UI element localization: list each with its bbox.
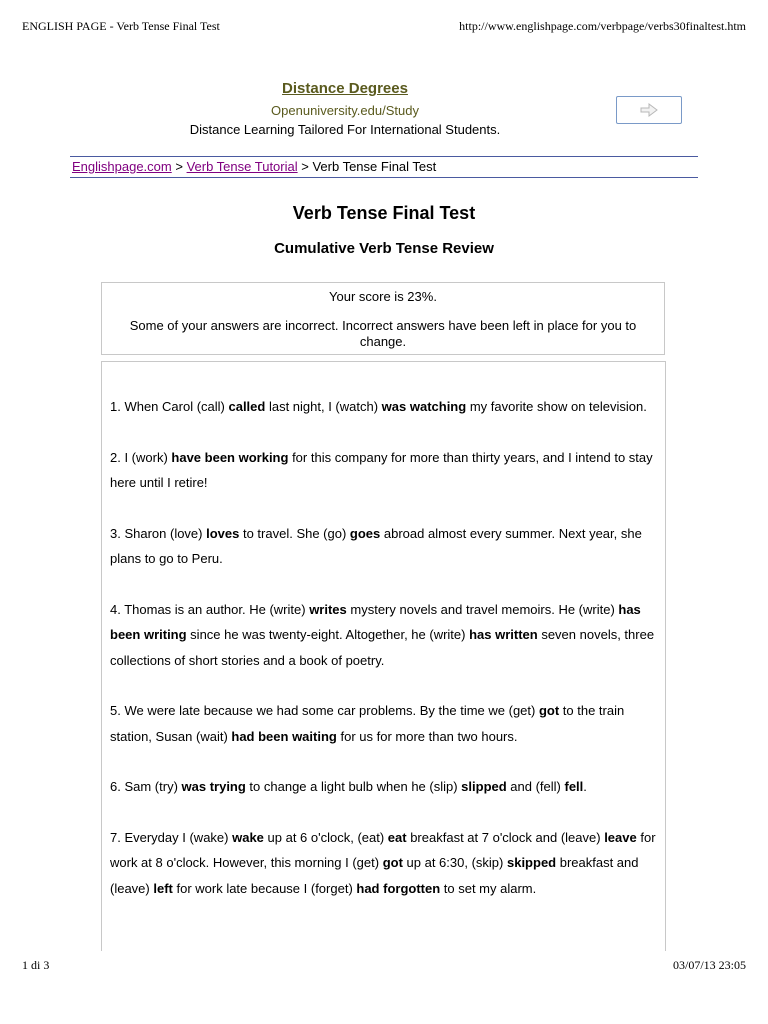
- ad-url[interactable]: Openuniversity.edu/Study: [271, 103, 419, 118]
- answer-value: got: [538, 703, 560, 718]
- answer-value: had forgotten: [356, 880, 441, 896]
- ad-description: Distance Learning Tailored For International Students.: [189, 122, 501, 137]
- score-box: [101, 282, 665, 355]
- print-page-number: 1 di 3: [22, 958, 50, 972]
- question-text: 5. We were late because we had some car problems. By the time we (get): [110, 703, 539, 718]
- breadcrumb-home-link[interactable]: Englishpage.com: [72, 159, 172, 174]
- breadcrumb: [70, 156, 698, 178]
- questions-list: [101, 361, 666, 951]
- breadcrumb-separator: >: [297, 159, 313, 174]
- question-text: for us for more than two hours.: [336, 728, 518, 744]
- question-text: for work at 8 o'clock. However, this morning I (get): [110, 829, 656, 870]
- question-text: to change a light bulb when he (slip): [245, 779, 462, 794]
- answer-value: fell: [564, 779, 584, 794]
- question-4: [110, 597, 657, 674]
- question-1: [110, 394, 657, 420]
- answer-value: wake: [232, 829, 264, 845]
- question-text: seven novels, three collections of short stories and a book of poetry.: [110, 627, 655, 668]
- question-6: [110, 774, 657, 800]
- question-text: mystery novels and travel memoirs. He (write): [346, 601, 619, 617]
- question-text: to travel. She (go): [239, 525, 350, 541]
- score-feedback: Some of your answers are incorrect. Incorrect answers have been left in place for you to change.: [129, 318, 637, 349]
- print-header: [22, 19, 746, 35]
- score-text: Your score is 23%.: [329, 289, 437, 304]
- breadcrumb-tutorial-link[interactable]: Verb Tense Tutorial: [186, 159, 298, 174]
- page-title: Verb Tense Final Test: [292, 203, 476, 223]
- page-subtitle: Cumulative Verb Tense Review: [274, 240, 494, 257]
- answer-value: had been waiting: [231, 728, 337, 744]
- answer-value: was watching: [381, 399, 467, 414]
- question-text: last night, I (watch): [265, 399, 382, 414]
- question-text: my favorite show on television.: [466, 399, 647, 414]
- question-5: [110, 698, 657, 749]
- print-page-url: http://www.englishpage.com/verbpage/verbs30finaltest.htm: [459, 19, 746, 33]
- question-text: up at 6 o'clock, (eat): [263, 829, 388, 845]
- question-text: 1. When Carol (call): [110, 399, 229, 414]
- answer-value: left: [153, 880, 173, 896]
- breadcrumb-current: Verb Tense Final Test: [312, 159, 437, 174]
- answer-value: loves: [206, 525, 240, 541]
- answer-value: called: [228, 399, 266, 414]
- arrow-right-icon: [640, 103, 658, 117]
- breadcrumb-separator: >: [171, 159, 187, 174]
- answer-value: was trying: [181, 779, 246, 794]
- answer-value: have been working: [171, 449, 289, 465]
- question-7: [110, 825, 657, 902]
- question-text: 4. Thomas is an author. He (write): [110, 601, 310, 617]
- answer-value: has been writing: [110, 601, 641, 642]
- question-text: 3. Sharon (love): [110, 525, 207, 541]
- ad-go-button[interactable]: [616, 96, 682, 124]
- question-text: .: [583, 779, 587, 794]
- question-text: for this company for more than thirty years, and I intend to stay here until I retire!: [110, 449, 653, 490]
- question-text: since he was twenty-eight. Altogether, he (write): [186, 627, 470, 642]
- question-text: breakfast and (leave): [110, 855, 639, 896]
- question-text: breakfast at 7 o'clock and (leave): [406, 829, 605, 845]
- print-page-title: ENGLISH PAGE - Verb Tense Final Test: [22, 19, 220, 33]
- print-datetime: 03/07/13 23:05: [672, 958, 746, 972]
- answer-value: skipped: [506, 855, 557, 870]
- question-3: [110, 521, 657, 572]
- answer-value: leave: [604, 829, 637, 845]
- question-text: 7. Everyday I (wake): [110, 829, 233, 845]
- question-text: for work late because I (forget): [172, 880, 357, 896]
- answer-value: has written: [469, 627, 538, 642]
- question-text: up at 6:30, (skip): [402, 855, 507, 870]
- answer-value: eat: [387, 829, 407, 845]
- question-text: to set my alarm.: [440, 880, 537, 896]
- question-2: [110, 445, 657, 496]
- question-text: to the train station, Susan (wait): [110, 703, 625, 744]
- question-text: and (fell): [506, 779, 565, 794]
- answer-value: writes: [309, 601, 347, 617]
- question-text: abroad almost every summer. Next year, she plans to go to Peru.: [110, 525, 642, 566]
- answer-value: slipped: [461, 779, 507, 794]
- answer-value: goes: [349, 525, 381, 541]
- ad-title-link[interactable]: Distance Degrees: [282, 80, 408, 97]
- print-footer: [22, 958, 746, 974]
- answer-value: got: [382, 855, 403, 870]
- question-text: 6. Sam (try): [110, 779, 182, 794]
- question-text: 2. I (work): [110, 449, 172, 465]
